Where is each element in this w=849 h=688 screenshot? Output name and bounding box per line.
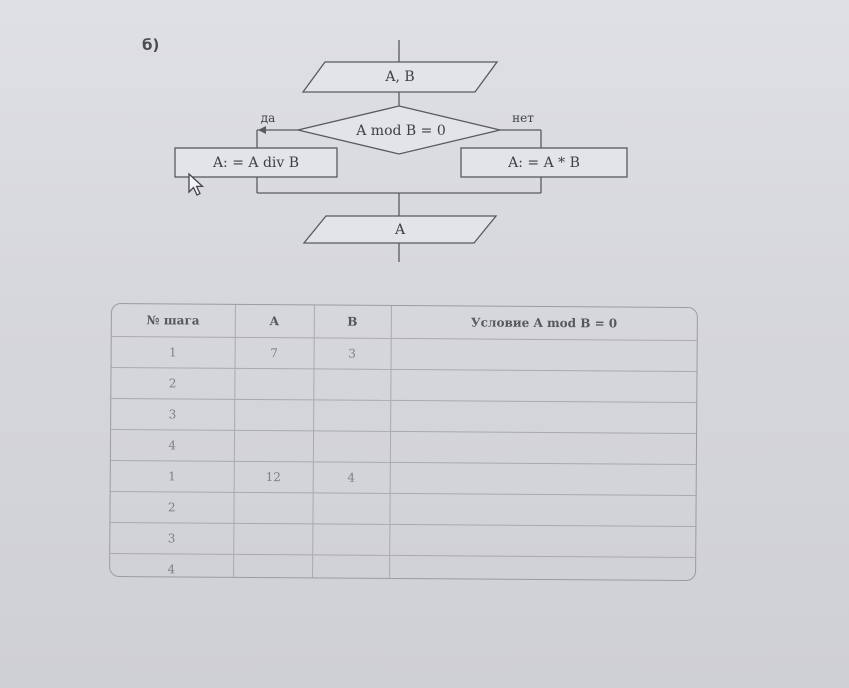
no-action-text: A: = A * B [508, 155, 580, 171]
input-text: A, B [385, 69, 415, 85]
no-label: нет [512, 111, 534, 125]
table-row [110, 522, 695, 557]
b-cell[interactable]: 3 [314, 338, 391, 370]
task-label: б) [142, 36, 160, 54]
yes-action-text: A: = A div B [212, 155, 300, 171]
step-cell: 2 [110, 491, 233, 523]
step-cell: 2 [111, 367, 234, 399]
b-cell[interactable] [313, 400, 390, 432]
header-b: B [314, 305, 391, 338]
table-row [112, 336, 697, 371]
yes-label: да [260, 111, 276, 125]
condition-cell[interactable] [389, 493, 695, 526]
a-cell[interactable]: 7 [235, 337, 314, 369]
condition-text: A mod B = 0 [356, 123, 446, 139]
b-cell[interactable]: 4 [313, 462, 390, 494]
table-row [110, 553, 695, 581]
a-cell[interactable] [234, 368, 313, 400]
table-header-row [112, 304, 697, 341]
table-row [110, 491, 695, 526]
header-a: A [235, 305, 314, 338]
header-condition: Условие A mod B = 0 [391, 306, 697, 341]
step-cell: 1 [112, 336, 235, 368]
condition-cell[interactable] [390, 369, 696, 402]
condition-cell[interactable] [390, 431, 696, 464]
condition-cell[interactable] [389, 524, 695, 557]
a-cell[interactable]: 12 [234, 461, 313, 493]
table-row [111, 429, 696, 464]
step-cell: 4 [111, 429, 234, 461]
a-cell[interactable] [233, 523, 312, 555]
table-row [111, 367, 696, 402]
b-cell[interactable] [312, 524, 389, 556]
a-cell[interactable] [234, 399, 313, 431]
step-cell: 1 [111, 460, 234, 492]
condition-cell[interactable] [391, 338, 697, 371]
mouse-pointer-icon [187, 172, 207, 198]
b-cell[interactable] [312, 493, 389, 525]
b-cell[interactable] [313, 369, 390, 401]
table-row [111, 460, 696, 495]
b-cell[interactable] [313, 431, 390, 463]
flowchart [0, 0, 849, 300]
b-cell[interactable] [312, 555, 389, 581]
condition-cell[interactable] [390, 400, 696, 433]
trace-table [109, 303, 698, 581]
header-step: № шага [112, 304, 235, 337]
a-cell[interactable] [234, 430, 313, 462]
step-cell: 4 [110, 553, 233, 581]
condition-cell[interactable] [389, 555, 695, 581]
a-cell[interactable] [233, 492, 312, 524]
output-text: A [394, 222, 406, 238]
step-cell: 3 [111, 398, 234, 430]
condition-cell[interactable] [390, 462, 696, 495]
a-cell[interactable] [233, 554, 312, 581]
yes-arrow-icon [258, 126, 266, 134]
step-cell: 3 [110, 522, 233, 554]
table-row [111, 398, 696, 433]
